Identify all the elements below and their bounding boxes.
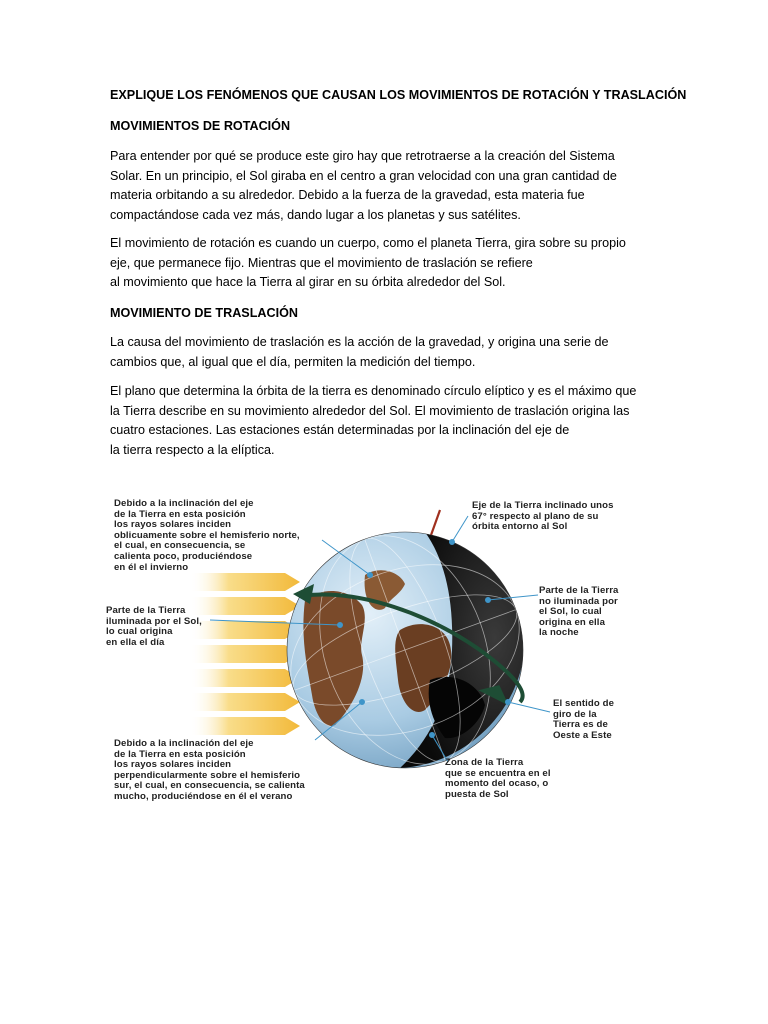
paragraph-1	[110, 147, 670, 225]
earth-globe	[267, 512, 543, 788]
document-title: EXPLIQUE LOS FENÓMENOS QUE CAUSAN LOS MOVIMIENTOS DE ROTACIÓN Y TRASLACIÓN	[110, 88, 687, 102]
sun-rays	[190, 573, 300, 735]
label-winter: Debido a la inclinación del eje de la Tierra en esta posición los rayos solares inciden oblicuamente sobre el hemisferio norte, el cual, en consecuencia, se calienta poco, produciéndose en él el invierno	[114, 498, 300, 573]
label-day: Parte de la Tierra iluminada por el Sol, lo cual origina en ella el día	[106, 605, 202, 648]
paragraph-line: La causa del movimiento de traslación es la acción de la gravedad, y origina una serie de	[110, 335, 609, 349]
paragraph-line: la Tierra describe en su movimiento alrededor del Sol. El movimiento de traslación origina las	[110, 403, 630, 418]
label-sunset: Zona de la Tierra que se encuentra en el momento del ocaso, o puesta de Sol	[445, 757, 551, 800]
paragraph-line: compactándose cada vez más, dando lugar a los planetas y sus satélites.	[110, 207, 521, 222]
paragraph-4	[110, 382, 670, 460]
paragraph-line: El plano que determina la órbita de la tierra es denominado círculo elíptico y es el máximo que	[110, 384, 637, 398]
paragraph-line: El movimiento de rotación es cuando un cuerpo, como el planeta Tierra, gira sobre su propio	[110, 236, 626, 250]
heading-rotation: MOVIMIENTOS DE ROTACIÓN	[110, 119, 291, 133]
heading-translation: MOVIMIENTO DE TRASLACIÓN	[110, 306, 298, 320]
paragraph-line: Para entender por qué se produce este giro hay que retrotraerse a la creación del Sistema	[110, 149, 615, 163]
earth-orbit-diagram	[100, 480, 680, 820]
label-direction: El sentido de giro de la Tierra es de Oeste a Este	[553, 698, 615, 741]
label-night: Parte de la Tierra no iluminada por el Sol, lo cual origina en ella la noche	[539, 585, 619, 639]
paragraph-3	[110, 333, 670, 372]
label-summer: Debido a la inclinación del eje de la Tierra en esta posición los rayos solares inciden perpendicularmente sobre el hemisferio sur, el cual, en consecuencia, se calienta mucho, produciéndose en él el verano	[114, 738, 305, 802]
paragraph-line: la tierra respecto a la elíptica.	[110, 442, 275, 457]
paragraph-line: cambios que, al igual que el día, permiten la medición del tiempo.	[110, 354, 476, 369]
paragraph-line: Solar. En un principio, el Sol giraba en el centro a gran velocidad con una gran cantidad de	[110, 168, 617, 183]
paragraph-line: eje, que permanece fijo. Mientras que el movimiento de traslación se refiere	[110, 255, 533, 270]
paragraph-line: al movimiento que hace la Tierra al girar en su órbita alrededor del Sol.	[110, 275, 506, 289]
paragraph-2	[110, 234, 670, 293]
paragraph-line: materia orbitando a su alrededor. Debido a la fuerza de la gravedad, esta materia fue	[110, 188, 585, 202]
paragraph-line: cuatro estaciones. Las estaciones están determinadas por la inclinación del eje de	[110, 423, 570, 437]
label-axis: Eje de la Tierra inclinado unos 67° respecto al plano de su órbita entorno al Sol	[472, 500, 614, 533]
